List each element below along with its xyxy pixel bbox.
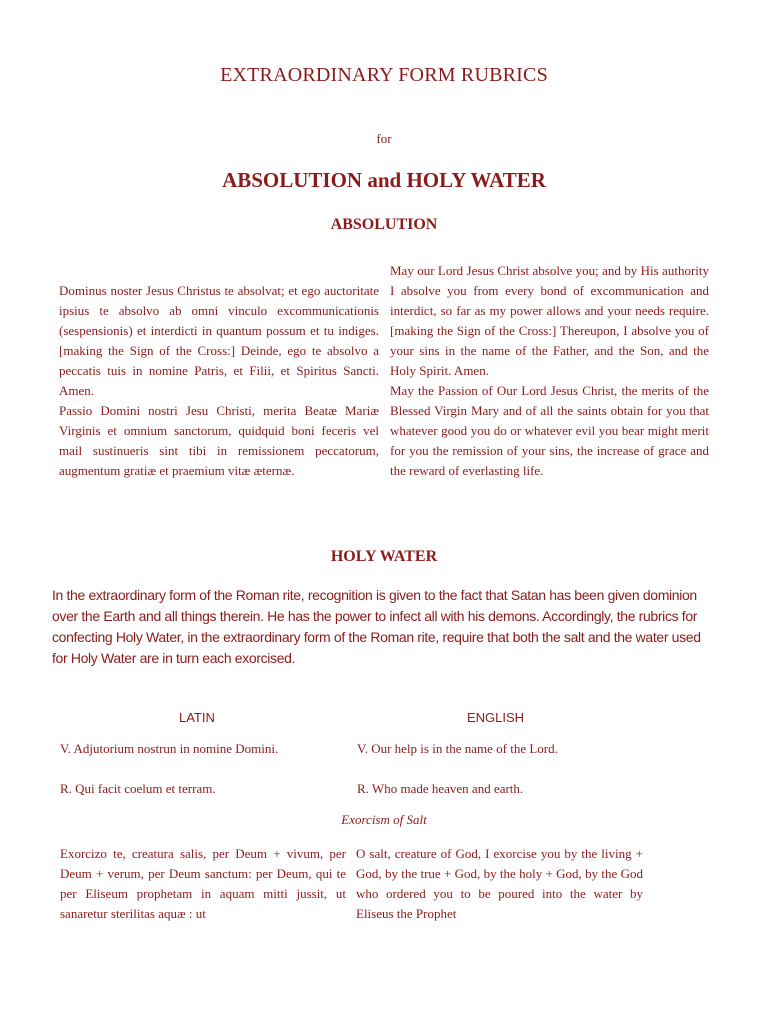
absolution-latin-paragraph-2: Passio Domini nostri Jesu Christi, merita Beatæ Mariæ Virginis et omnium sanctorum, quidquid boni feceris vel mail sustinueris sint tibi in remissionem peccatorum, augmentum gratiæ et praemium vitæ æternæ. [59,403,379,478]
response-latin: R. Qui facit coelum et terram. [60,781,216,796]
latin-column-header: LATIN [179,710,215,725]
salt-latin-text: Exorcizo te, creatura salis, per Deum + vivum, per Deum + verum, per Deum sanctum: per Deum, qui te per Eliseum prophetam in aquam mitti jussit, ut sanaretur sterilitas aquæ : ut [60,846,346,921]
absolution-english-paragraph-2: May the Passion of Our Lord Jesus Christ, the merits of the Blessed Virgin Mary and of all the saints obtain for you that whatever good you do or whatever evil you bear might merit for you the remission of your sins, the increase of grace and the reward of everlasting life. [390,383,709,478]
holy-water-heading: HOLY WATER [330,548,438,565]
absolution-english-paragraph-1: May our Lord Jesus Christ absolve you; and by His authority I absolve you from every bond of excommunication and interdict, so far as my power allows and your needs require. [making the Sign of the Cross:] Thereupon, I absolve you of your sins in the name of the Father, and the Son, and the Holy Spirit. Amen. [390,263,709,378]
versicle-english: V. Our help is in the name of the Lord. [357,741,558,756]
salt-english-text: O salt, creature of God, I exorcise you by the living + God, by the true + God, by the holy + God, by the God who ordered you to be poured into the water by Eliseus the Prophet [356,846,643,921]
holy-water-intro: In the extraordinary form of the Roman rite, recognition is given to the fact that Satan has been given dominion over the Earth and all things therein. He has the power to infect all with his demons. Accordingly, the rubrics for confecting Holy Water, in the extraordinary form of the Roman rite, require that both the salt and the water used for Holy Water are in turn each exorcised. [52,587,701,666]
versicle-latin: V. Adjutorium nostrun in nomine Domini. [60,741,279,756]
document-title: EXTRAORDINARY FORM RUBRICS [220,64,548,86]
absolution-latin-column [59,281,379,481]
salt-english-column [356,844,643,924]
absolution-english-column [390,261,709,481]
absolution-latin-paragraph-1: Dominus noster Jesus Christus te absolvat; et ego auctoritate ipsius te absolvo ab omni vinculo excommunicationis (sespensionis) et interdicti in quantum possum et tu indiges. [making the Sign of the Cross:] Deinde, ego te absolvo a peccatis tuis in nomine Patris, et Filii, et Spiritus Sancti. Amen. [59,283,379,398]
exorcism-of-salt-heading: Exorcism of Salt [341,812,427,827]
document-subtitle: ABSOLUTION and HOLY WATER [222,168,546,192]
for-text: for [376,131,392,146]
response-english: R. Who made heaven and earth. [357,781,524,796]
english-column-header: ENGLISH [467,710,525,725]
salt-latin-column [60,844,346,924]
absolution-heading: ABSOLUTION [330,216,438,233]
